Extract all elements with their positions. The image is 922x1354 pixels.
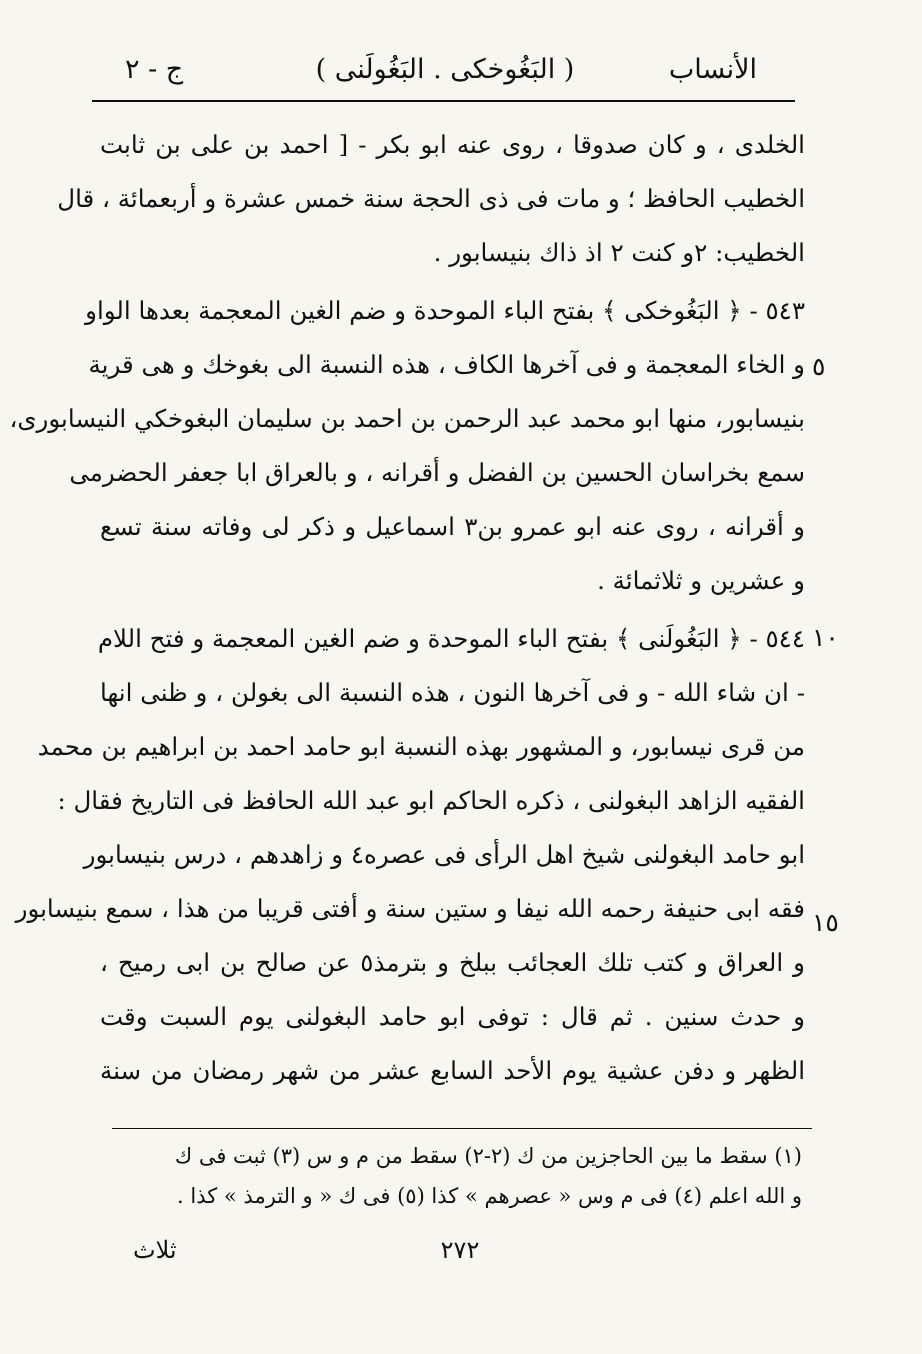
text-line: و العراق و كتب تلك العجائب ببلخ و بترمذ٥ عن صالح بن ابى رميح ،	[100, 948, 805, 977]
text-line: الخطيب: ٢و كنت ٢ اذ ذاك بنيسابور .	[433, 238, 805, 267]
text-line: بنيسابور، منها ابو محمد عبد الرحمن بن احمد بن سليمان البغوخكي النيسابورى،	[9, 404, 805, 433]
running-header	[95, 48, 795, 88]
header-rule	[92, 100, 795, 102]
text-line: الخطيب الحافظ ؛ و مات فى ذى الحجة سنة خمس عشرة و أربعمائة ، قال	[57, 184, 805, 213]
text-line: ابو حامد البغولنى شيخ اهل الرأى فى عصره٤ و زاهدهم ، درس بنيسابور	[83, 840, 805, 869]
entry-heading-line: ٥٤٤ - ﴿ البَغُولَنى ﴾ بفتح الباء الموحدة و ضم الغين المعجمة و فتح اللام	[97, 624, 805, 653]
footnote-line: (١) سقط ما بين الحاجزين من ك (٢-٢) سقط من م و س (٣) ثبت فى ك	[174, 1144, 802, 1168]
text-line: الظهر و دفن عشية يوم الأحد السابع عشر من شهر رمضان من سنة	[100, 1056, 805, 1085]
header-title: الأنساب	[668, 54, 757, 85]
footnote-rule	[112, 1128, 812, 1129]
line-number: ١٥	[812, 908, 839, 937]
header-volume: ج - ٢	[125, 54, 184, 85]
text-line: و حدث سنين . ثم قال : توفى ابو حامد البغولنى يوم السبت وقت	[100, 1002, 805, 1031]
footnotes	[112, 1136, 802, 1216]
text-line: - ان شاء الله - و فى آخرها النون ، هذه النسبة الى بغولن ، و ظنى انها	[100, 678, 805, 707]
catchword: ثلاث	[133, 1236, 177, 1264]
line-number: ٥	[812, 352, 826, 381]
entry-heading-line: ٥٤٣ - ﴿ البَغُوخكى ﴾ بفتح الباء الموحدة و ضم الغين المعجمة بعدها الواو	[85, 296, 805, 325]
text-line: الفقيه الزاهد البغولنى ، ذكره الحاكم ابو عبد الله الحافظ فى التاريخ فقال :	[57, 786, 805, 815]
text-line: الخلدى ، و كان صدوقا ، روى عنه ابو بكر - [ احمد بن على بن ثابت	[100, 130, 805, 159]
text-line: فقه ابى حنيفة رحمه الله نيفا و ستين سنة و أفتى قريبا من هذا ، سمع بنيسابور	[15, 894, 805, 923]
text-line: و الخاء المعجمة و فى آخرها الكاف ، هذه النسبة الى بغوخك و هى قرية	[88, 350, 805, 379]
text-line: و عشرين و ثلاثمائة .	[597, 566, 805, 595]
text-line: و أقرانه ، روى عنه ابو عمرو بن٣ اسماعيل و ذكر لى وفاته سنة تسع	[100, 512, 805, 541]
page-number: ٢٧٢	[440, 1236, 480, 1264]
text-line: سمع بخراسان الحسين بن الفضل و أقرانه ، و بالعراق ابا جعفر الحضرمى	[69, 458, 805, 487]
line-number: ١٠	[812, 623, 839, 652]
text-line: من قرى نيسابور، و المشهور بهذه النسبة ابو حامد احمد بن ابراهيم بن محمد	[37, 732, 805, 761]
header-entry-names: ( البَغُوخكى . البَغُولَنى )	[315, 54, 575, 85]
footnote-line: و الله اعلم (٤) فى م وس « عصرهم » كذا (٥) فى ك « و الترمذ » كذا .	[177, 1184, 802, 1208]
main-text	[9, 118, 805, 1098]
